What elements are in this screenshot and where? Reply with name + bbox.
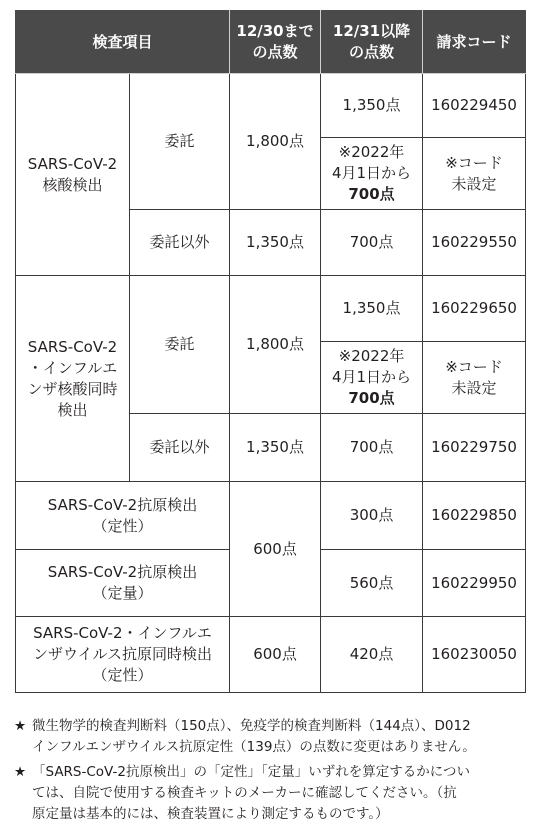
code-note: ※コード 未設定 bbox=[423, 342, 526, 414]
header-item: 検査項目 bbox=[16, 11, 230, 74]
points-before: 1,350点 bbox=[230, 414, 321, 482]
points-after: 420点 bbox=[321, 617, 423, 693]
header-row bbox=[16, 11, 526, 74]
points-before: 600点 bbox=[230, 482, 321, 617]
points-after-note: ※2022年 4月1日から 700点 bbox=[321, 342, 423, 414]
points-after: 700点 bbox=[321, 210, 423, 276]
subitem-other: 委託以外 bbox=[130, 414, 230, 482]
billing-code: 160229750 bbox=[423, 414, 526, 482]
code-note: ※コード 未設定 bbox=[423, 138, 526, 210]
footnotes bbox=[14, 716, 530, 829]
subitem-other: 委託以外 bbox=[130, 210, 230, 276]
points-before: 1,800点 bbox=[230, 74, 321, 210]
item-antigen-qualitative: SARS-CoV-2抗原検出 （定性） bbox=[16, 482, 230, 550]
billing-code: 160229850 bbox=[423, 482, 526, 550]
star-icon: ★ bbox=[14, 764, 27, 780]
footnote: ★ 「SARS-CoV-2抗原検出」の「定性」「定量」いずれを算定するかについ ては、自院で使用する検査キットのメーカーに確認してください。（抗 原定量は基本的には、検査装置により測定するものです。） bbox=[14, 764, 470, 822]
billing-code: 160229650 bbox=[423, 276, 526, 342]
table-row bbox=[16, 482, 526, 550]
points-after: 1,350点 bbox=[321, 276, 423, 342]
item-flu-antigen: SARS-CoV-2・インフルエ ンザウイルス抗原同時検出 （定性） bbox=[16, 617, 230, 693]
points-before: 1,350点 bbox=[230, 210, 321, 276]
points-before: 1,800点 bbox=[230, 276, 321, 414]
points-after: 1,350点 bbox=[321, 74, 423, 138]
points-before: 600点 bbox=[230, 617, 321, 693]
billing-code: 160229550 bbox=[423, 210, 526, 276]
points-after: 300点 bbox=[321, 482, 423, 550]
points-after-note: ※2022年 4月1日から 700点 bbox=[321, 138, 423, 210]
subitem-itaku: 委託 bbox=[130, 74, 230, 210]
table-row bbox=[16, 617, 526, 693]
billing-code: 160229950 bbox=[423, 550, 526, 617]
table-row bbox=[16, 276, 526, 342]
billing-code: 160229450 bbox=[423, 74, 526, 138]
points-after: 560点 bbox=[321, 550, 423, 617]
header-before: 12/30まで の点数 bbox=[230, 11, 321, 74]
fee-table bbox=[15, 10, 526, 693]
footnote: ★ 微生物学的検査判断料（150点）、免疫学的検査判断料（144点）、D012 インフルエンザウイルス抗原定性（139点）の点数に変更はありません。 bbox=[14, 718, 476, 755]
table-row bbox=[16, 74, 526, 138]
header-after: 12/31以降 の点数 bbox=[321, 11, 423, 74]
star-icon: ★ bbox=[14, 718, 27, 734]
points-after: 700点 bbox=[321, 414, 423, 482]
item-flu-nucleic: SARS-CoV-2 ・インフルエ ンザ核酸同時 検出 bbox=[16, 276, 130, 482]
header-code: 請求コード bbox=[423, 11, 526, 74]
item-antigen-quantitative: SARS-CoV-2抗原検出 （定量） bbox=[16, 550, 230, 617]
subitem-itaku: 委託 bbox=[130, 276, 230, 414]
billing-code: 160230050 bbox=[423, 617, 526, 693]
item-nucleic: SARS-CoV-2 核酸検出 bbox=[16, 74, 130, 276]
